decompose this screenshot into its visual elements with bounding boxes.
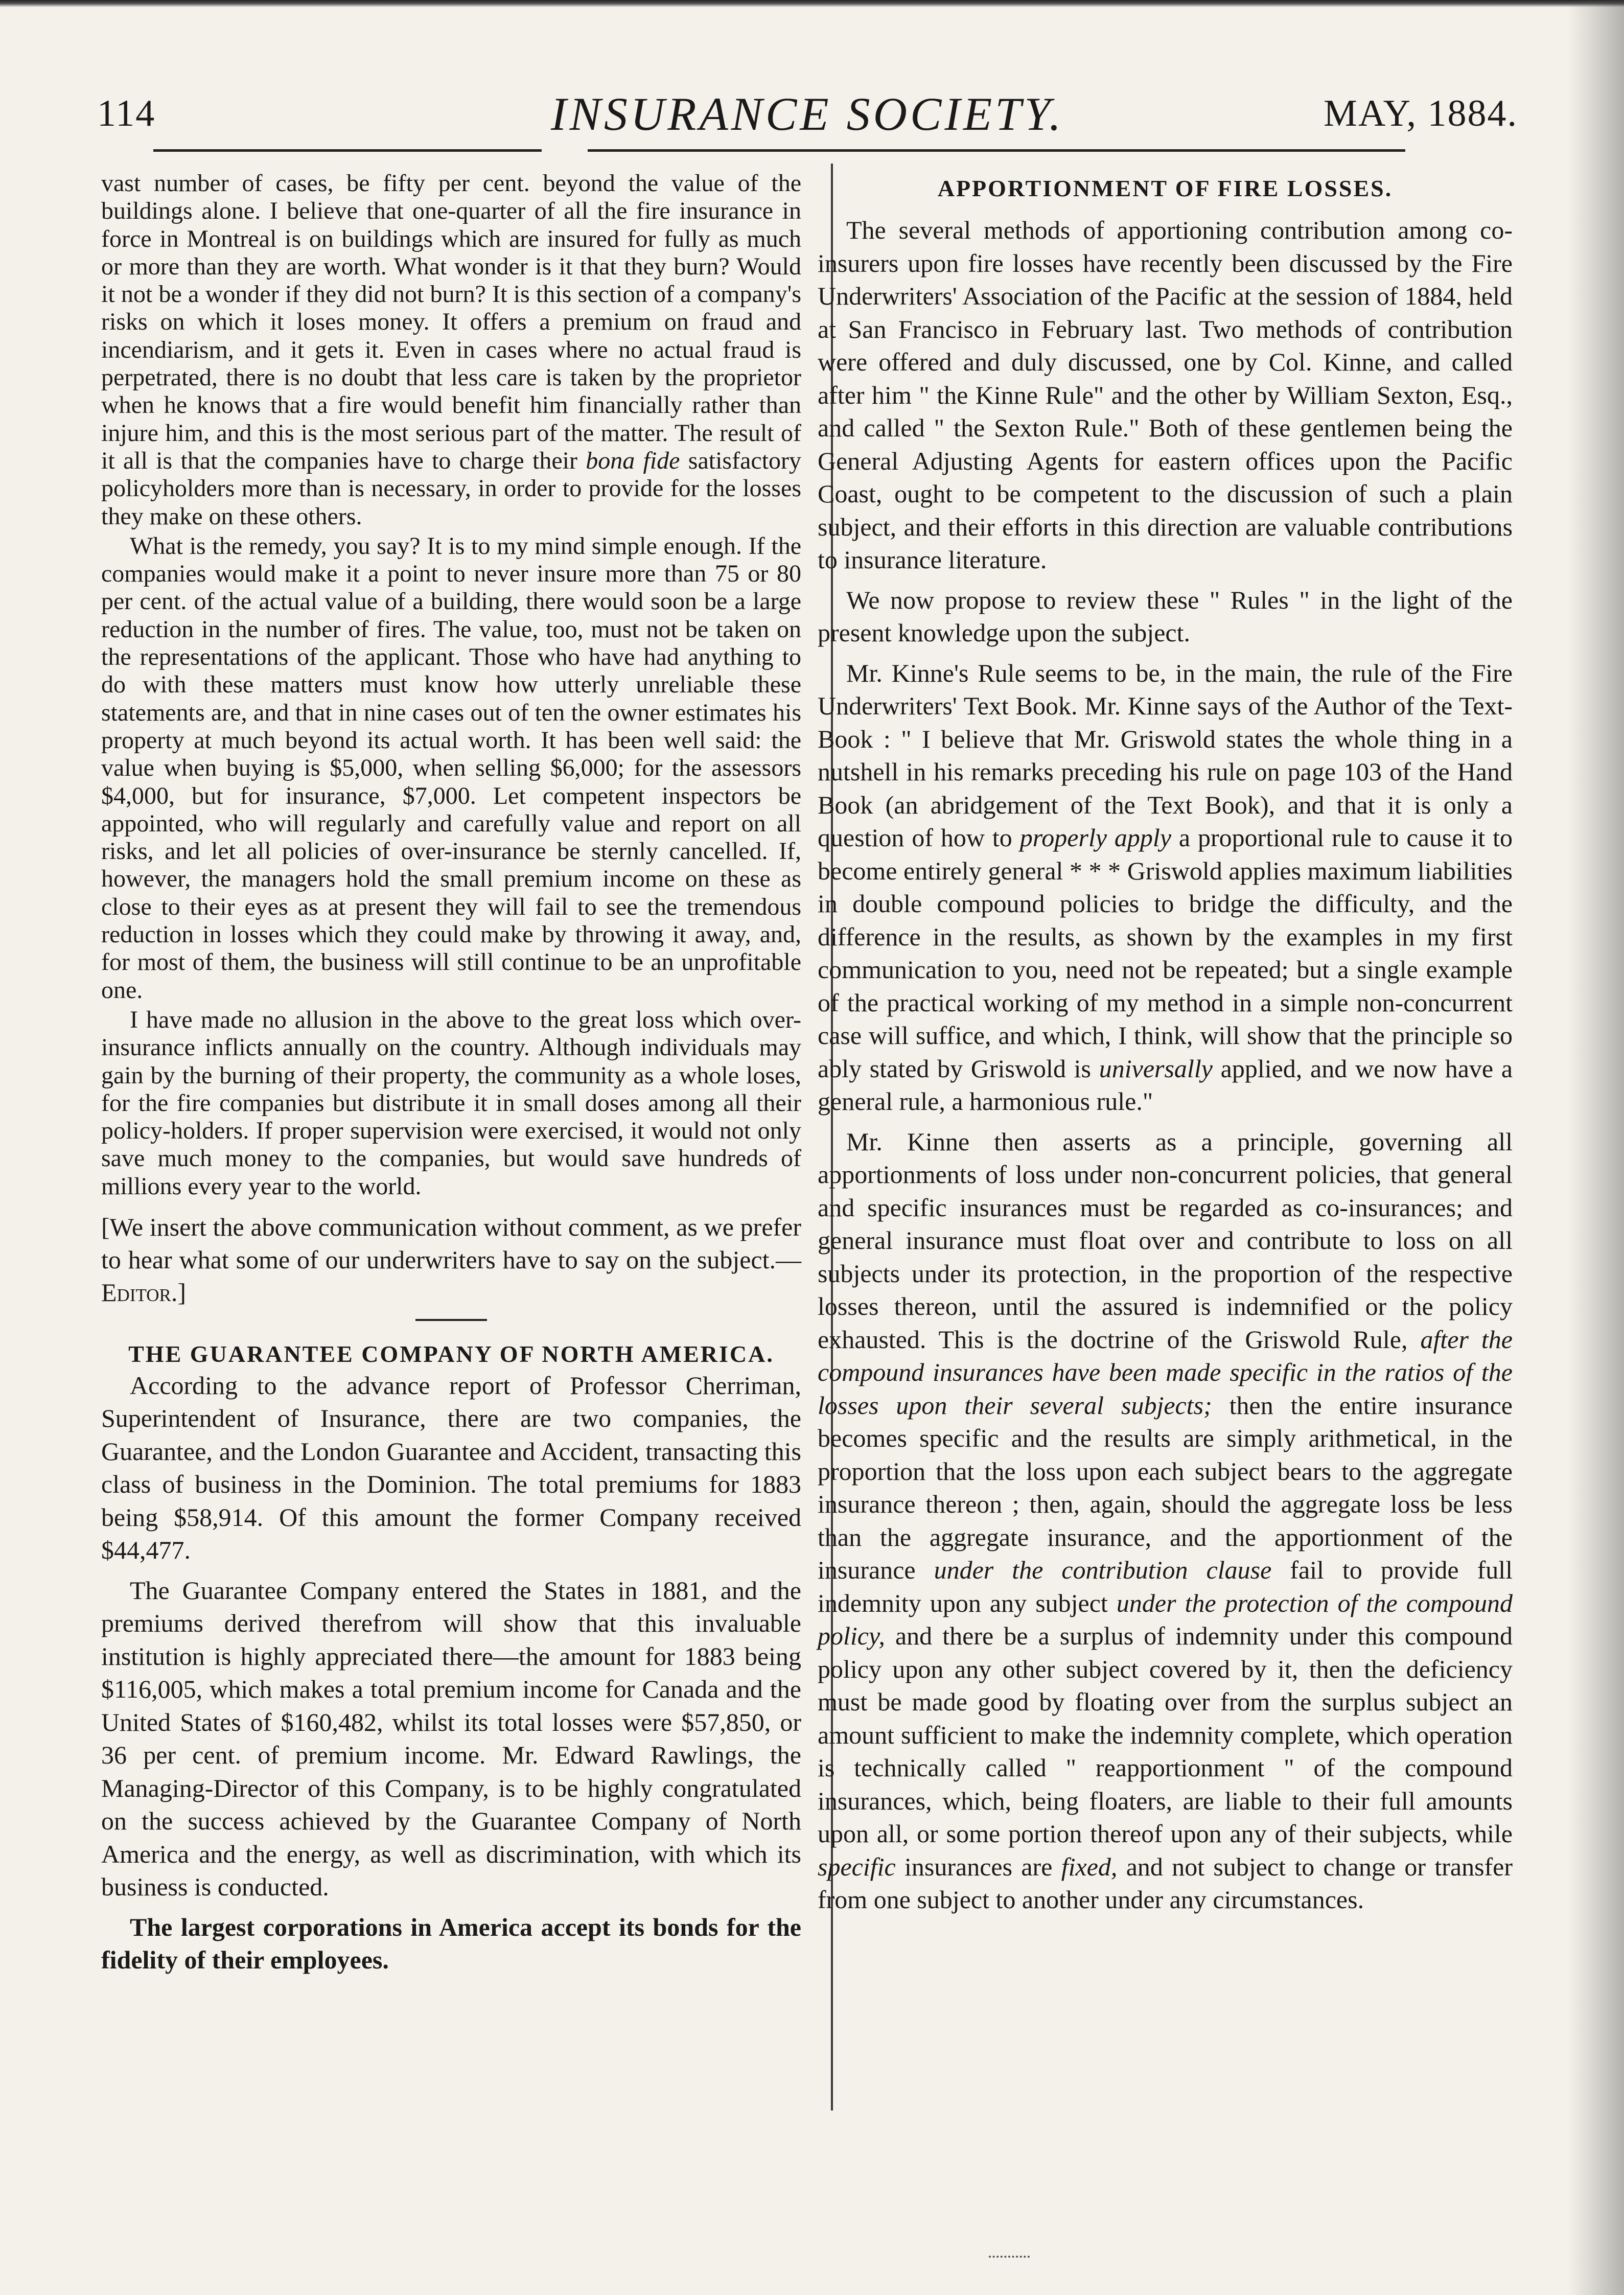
paragraph: [818, 657, 1513, 1118]
paragraph-text: fail to provide full indemnity upon any subject: [818, 1556, 1513, 1617]
paragraph: I have made no allusion in the above to the great loss which over-insurance inflicts annually on the country. Although individuals may gain by the burning of their property, the community as a whole loses, for the fire companies but distribute it in small doses among all their policy-holders. If proper supervision were exercised, it would not only save much money to the companies, but would save hundreds of millions every year to the world.: [101, 1006, 801, 1200]
article-heading: THE GUARANTEE COMPANY OF NORTH AMERICA.: [128, 1340, 774, 1367]
paragraph: According to the advance report of Professor Cherriman, Superintendent of Insurance, there are two companies, the Guarantee, and the London Guarantee and Accident, transacting this class of business in the Dominion. The total premiums for 1883 being $58,914. Of this amount the former Company received $44,477.: [101, 1371, 801, 1565]
paragraph-text: Mr. Kinne's Rule seems to be, in the main, the rule of the Fire Underwriters' Text Book. Mr. Kinne says of the Author of the Text-Book : " I believe that Mr. Griswold states the whole thing in a nutshell in his remarks preceding his rule on page 103 of the Hand Book (an abridgement of the Text Book), and that it is only a question of how to: [818, 658, 1513, 852]
left-column: [101, 170, 801, 1977]
paragraph-text: then the entire insurance becomes specific and the results are simply arithmetical, in the proportion that the loss upon each subject bears to the aggregate insurance thereon ; then, again, should the aggregate loss be less than the aggregate insurance, and the apportionment of the insurance: [818, 1390, 1513, 1584]
paragraph: What is the remedy, you say? It is to my mind simple enough. If the companies would make it a point to never insure more than 75 or 80 per cent. of the actual value of a building, there would soon be a large reduction in the number of fires. The value, too, must not be taken on the representations of the applicant. Those who have had anything to do with these matters must know how utterly unreliable these statements are, and that in nine cases out of ten the owner estimates his property at much beyond its actual worth. It has been well said: the value when buying is $5,000, when selling $6,000; for the assessors $4,000, but for insurance, $7,000. Let competent inspectors be appointed, who will regularly and carefully value and report on all risks, and let all policies of over-insurance be sternly cancelled. If, however, the managers hold the small premium income on these as close to their eyes as at present they will fail to see the tremendous reduction in losses which they could make by throwing it away, and, for most of them, the business will still continue to be an unprofitable one.: [101, 532, 801, 1004]
page-number: 114: [97, 92, 156, 134]
header-rule-right: [588, 149, 1405, 152]
italic-phrase: fixed,: [1061, 1852, 1118, 1881]
paragraph: The Guarantee Company entered the States in 1881, and the premiums derived therefrom will show that this invaluable institution is highly appreciated there—the amount for 1883 being $116,005, which makes a total premium income for Canada and the United States of $160,482, whilst its total losses were $57,850, or 36 per cent. of premium income. Mr. Edward Rawlings, the Managing-Director of this Company, is to be highly congratulated on the success achieved by the Guarantee Company of North America and the energy, as well as discrimination, with which its business is conducted.: [101, 1575, 801, 1902]
paragraph-text: applied, and we now have a general rule, a harmonious rule.": [818, 1054, 1513, 1116]
page-binding-edge: [1568, 0, 1624, 2295]
apportionment-article: [818, 214, 1513, 1916]
guarantee-article: [101, 1369, 801, 1977]
italic-phrase: specific: [818, 1852, 896, 1881]
letter-continuation: [101, 170, 801, 1200]
paragraph: The largest corporations in America accept its bonds for the fidelity of their employees.: [101, 1912, 801, 1975]
italic-phrase: under the protection of the compound policy,: [818, 1588, 1513, 1650]
print-mark: [989, 2254, 1030, 2258]
paragraph-text: vast number of cases, be fifty per cent. beyond the value of the buildings alone. I believe that one-quarter of all the fire insurance in force in Montreal is on buildings which are insured for fully as much or more than they are worth. What wonder is it that they burn? Would it not be a wonder if they did not burn? It is this section of a company's risks on which it loses money. It offers a premium on fraud and incendiarism, and it gets it. Even in cases where no actual fraud is perpetrated, there is no doubt that less care is taken by the proprietor when he knows that a fire would benefit him financially rather than injure him, and this is the most serious part of the matter. The result of it all is that the companies have to charge their: [101, 170, 801, 474]
editor-note: [101, 1211, 801, 1309]
paragraph: We now propose to review these " Rules " in the light of the present knowledge upon the subject.: [818, 585, 1513, 647]
section-rule: [415, 1319, 487, 1321]
paragraph-text: insurances are: [904, 1852, 1053, 1881]
page-header: [97, 87, 1518, 148]
editor-note-text: [101, 1211, 801, 1309]
paragraph: [818, 1125, 1513, 1916]
paragraph: [101, 170, 801, 530]
page-top-edge: [0, 0, 1624, 7]
italic-phrase: after the compound insurances have been made specific in the ratios of the losses upon their several subjects;: [818, 1325, 1513, 1420]
italic-phrase: under the contribution clause: [934, 1556, 1272, 1584]
italic-phrase: universally: [1099, 1054, 1213, 1083]
publication-title: INSURANCE SOCIETY.: [550, 88, 1064, 140]
paragraph-text: Mr. Kinne then asserts as a principle, governing all apportionments of loss under non-concurrent policies, that general and specific insurances must be regarded as co-insurances; and general insurance must float over and contribute to loss on all subjects under its protection, in the proportion of the respective losses thereon, until the assured is indemnified or the policy exhausted. This is the doctrine of the Griswold Rule,: [818, 1127, 1513, 1354]
paragraph-text: a proportional rule to cause it to become entirely general * * * Griswold applies maximum liabilities in double compound policies to bridge the difficulty, and the difference in the results, as shown by the examples in my first communication to you, need not be repeated; but a single example of the practical working of my method in a simple non-concurrent case will suffice, and which, I think, will show that the principle so ably stated by Griswold is: [818, 823, 1513, 1083]
paragraph: The several methods of apportioning contribution among co-insurers upon fire losses have recently been discussed by the Fire Underwriters' Association of the Pacific at the session of 1884, held at San Francisco in February last. Two methods of contribution were offered and duly discussed, one by Col. Kinne, and called after him " the Kinne Rule" and the other by William Sexton, Esq., and called " the Sexton Rule." Both of these gentlemen being the General Adjusting Agents for eastern offices upon the Pacific Coast, ought to be competent to the discussion of such a plain subject, and their efforts in this direction are valuable contributions to insurance literature.: [818, 216, 1513, 574]
right-column: [818, 170, 1513, 1916]
paragraph-text: and not subject to change or transfer from one subject to another under any circumstances.: [818, 1852, 1513, 1914]
note-text: [We insert the above communication without comment, as we prefer to hear what some of our underwriters have to say on the subject.—: [101, 1212, 801, 1274]
article-heading: APPORTIONMENT OF FIRE LOSSES.: [937, 175, 1393, 201]
editor-signature: Editor: [101, 1278, 171, 1307]
header-rule-left: [153, 149, 542, 152]
paragraph-text: satisfactory policyholders more than is necessary, in order to provide for the losses they make on these others.: [101, 447, 802, 530]
note-text: .]: [171, 1278, 186, 1307]
italic-phrase: bona fide: [586, 447, 680, 474]
issue-date: MAY, 1884.: [1324, 92, 1518, 134]
italic-phrase: properly apply: [1019, 823, 1172, 852]
paragraph-text: and there be a surplus of indemnity under this compound policy upon any other subject covered by it, then the deficiency must be made good by floating over from the surplus subject an amount sufficient to make the indemnity complete, which operation is technically called " reapportionment " of the compound insurances, which, being floaters, are liable to their full amounts upon all, or some portion thereof upon any of their subjects, while: [818, 1621, 1513, 1848]
